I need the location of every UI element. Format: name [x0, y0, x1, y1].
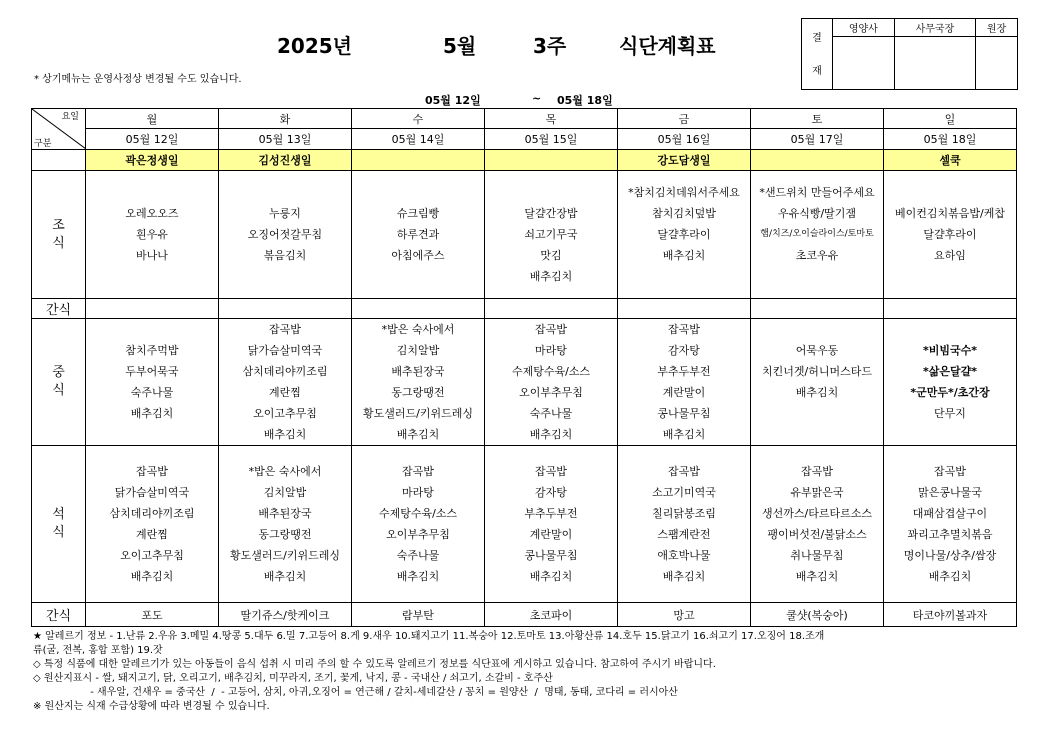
approval-role: 영양사: [833, 19, 895, 37]
snack1-cell: [751, 299, 884, 319]
lunch-cell: *밥은 숙사에서 김치알밥 배추된장국 동그랑땡전 황도샐러드/키위드레싱 배추김치: [352, 319, 485, 446]
breakfast-cell: 오레오오즈 흰우유 바나나: [86, 171, 219, 299]
snack2-cell: 딸기쥬스/핫케이크: [219, 603, 352, 627]
event-cell: 김성진생일: [219, 150, 352, 171]
title-year: 2025년: [277, 34, 352, 58]
day-header: 금: [618, 109, 751, 129]
breakfast-cell: 누룽지 오징어젓갈무침 볶음김치: [219, 171, 352, 299]
footer-notes: [33, 630, 1018, 714]
breakfast-cell: 슈크림빵 하루견과 아침에주스: [352, 171, 485, 299]
snack1-cell: [618, 299, 751, 319]
snack1-cell: [219, 299, 352, 319]
dinner-cell: 잡곡밥 감자탕 부추두부전 계란말이 콩나물무침 배추김치: [485, 446, 618, 603]
dinner-label: 석 식: [32, 446, 86, 603]
dinner-cell: 잡곡밥 마라탕 수제탕수육/소스 오이부추무침 숙주나물 배추김치: [352, 446, 485, 603]
event-cell: 강도담생일: [618, 150, 751, 171]
event-cell: [751, 150, 884, 171]
event-cell: [485, 150, 618, 171]
allergy-info-cont: 류(굴, 전복, 홍합 포함) 19.잣: [33, 645, 163, 656]
breakfast-cell: *참치김치데워서주세요 참치김치덮밥 달걀후라이 배추김치: [618, 171, 751, 299]
date-cell: 05월 16일: [618, 129, 751, 150]
date-cell: 05월 18일: [884, 129, 1017, 150]
day-header: 일: [884, 109, 1017, 129]
snack1-label: 간식: [32, 299, 86, 319]
approval-role: 원장: [976, 19, 1018, 37]
dinner-cell: 잡곡밥 맑은콩나물국 대패삼겹살구이 꽈리고추멸치볶음 명이나물/상추/쌈장 배추김치: [884, 446, 1017, 603]
day-header: 토: [751, 109, 884, 129]
header-corner: 요일 구분: [32, 109, 86, 150]
lunch-label: 중 식: [32, 319, 86, 446]
snack2-cell: 타코야끼볼과자: [884, 603, 1017, 627]
lunch-cell: 참치주먹밥 두부어묵국 숙주나물 배추김치: [86, 319, 219, 446]
day-header: 목: [485, 109, 618, 129]
meal-plan-table: [31, 108, 1017, 627]
breakfast-cell: 베이컨김치볶음밥/케찹 달걀후라이 요하임: [884, 171, 1017, 299]
approval-sign-slot[interactable]: [833, 37, 895, 90]
lunch-cell: *비빔국수* *삶은달걀* *군만두*/초간장 단무지: [884, 319, 1017, 446]
snack2-cell: 망고: [618, 603, 751, 627]
lunch-cell: 잡곡밥 감자탕 부추두부전 계란말이 콩나물무침 배추김치: [618, 319, 751, 446]
title-name: 식단계획표: [619, 34, 716, 58]
breakfast-label: 조 식: [32, 171, 86, 299]
date-cell: 05월 14일: [352, 129, 485, 150]
snack1-cell: [485, 299, 618, 319]
snack2-cell: 람부탄: [352, 603, 485, 627]
snack1-cell: [352, 299, 485, 319]
dinner-cell: 잡곡밥 닭가슴살미역국 삼치데리야끼조림 계란찜 오이고추무침 배추김치: [86, 446, 219, 603]
approval-box: [801, 18, 1018, 90]
snack2-cell: 포도: [86, 603, 219, 627]
day-header: 화: [219, 109, 352, 129]
origin-info-cont: - 새우알, 건새우 = 중국산 / - 고등어, 삼치, 아귀,오징어 = 연근해 / 갈치-세네갈산 / 꽁치 = 원양산 / 명태, 동태, 코다리 = 러시아산: [33, 687, 678, 698]
breakfast-cell: *샌드위치 만들어주세요 우유식빵/딸기잼 햄/치즈/오이슬라이스/토마토 초코우유: [751, 171, 884, 299]
date-cell: 05월 15일: [485, 129, 618, 150]
event-cell: 곽은정생일: [86, 150, 219, 171]
lunch-cell: 어묵우동 치킨너겟/허니머스타드 배추김치: [751, 319, 884, 446]
snack2-label: 간식: [32, 603, 86, 627]
date-cell: 05월 13일: [219, 129, 352, 150]
origin-change-notice: ※ 원산지는 식재 수급상황에 따라 변경될 수 있습니다.: [33, 701, 270, 712]
approval-sign-slot[interactable]: [894, 37, 976, 90]
dinner-cell: *밥은 숙사에서 김치알밥 배추된장국 동그랑땡전 황도샐러드/키위드레싱 배추김치: [219, 446, 352, 603]
dinner-cell: 잡곡밥 유부맑은국 생선까스/타르타르소스 팽이버섯전/불닭소스 취나물무침 배추김치: [751, 446, 884, 603]
dinner-cell: 잡곡밥 소고기미역국 칠리닭봉조림 스팸계란전 애호박나물 배추김치: [618, 446, 751, 603]
snack1-cell: [86, 299, 219, 319]
event-cell: 셀쿡: [884, 150, 1017, 171]
day-header: 수: [352, 109, 485, 129]
approval-label: 결 재: [802, 19, 833, 90]
lunch-cell: 잡곡밥 마라탕 수제탕수육/소스 오이부추무침 숙주나물 배추김치: [485, 319, 618, 446]
title-month: 5월: [443, 34, 477, 58]
approval-sign-slot[interactable]: [976, 37, 1018, 90]
snack2-cell: 초코파이: [485, 603, 618, 627]
allergy-notice: ◇ 특정 식품에 대한 알레르기가 있는 아동들이 음식 섭취 시 미리 주의 할 수 있도록 알레르기 정보를 식단표에 게시하고 있습니다. 참고하여 주시기 바랍니다.: [33, 659, 716, 670]
menu-change-note: * 상기메뉴는 운영사정상 변경될 수도 있습니다.: [34, 74, 242, 85]
origin-info: ◇ 원산지표시 - 쌀, 돼지고기, 닭, 오리고기, 배추김치, 미꾸라지, 조기, 꽃게, 낙지, 콩 - 국내산 / 쇠고기, 소갈비 - 호주산: [33, 673, 553, 684]
allergy-info: ★ 알레르기 정보 - 1.난류 2.우유 3.메밀 4.땅콩 5.대두 6.밀 7.고등어 8.게 9.새우 10.돼지고기 11.복숭아 12.토마토 13.아황산류 14.호두 15.닭고기 16.쇠고기 17.오징어 18.조개: [33, 631, 825, 642]
approval-role: 사무국장: [894, 19, 976, 37]
event-cell: [352, 150, 485, 171]
breakfast-cell: 달걀간장밥 쇠고기무국 맛김 배추김치: [485, 171, 618, 299]
event-label-cell: [32, 150, 86, 171]
title-week: 3주: [533, 34, 567, 58]
day-header: 월: [86, 109, 219, 129]
date-cell: 05월 17일: [751, 129, 884, 150]
snack1-cell: [884, 299, 1017, 319]
lunch-cell: 잡곡밥 닭가슴살미역국 삼치데리야끼조림 계란찜 오이고추무침 배추김치: [219, 319, 352, 446]
snack2-cell: 쿨샷(복숭아): [751, 603, 884, 627]
date-cell: 05월 12일: [86, 129, 219, 150]
